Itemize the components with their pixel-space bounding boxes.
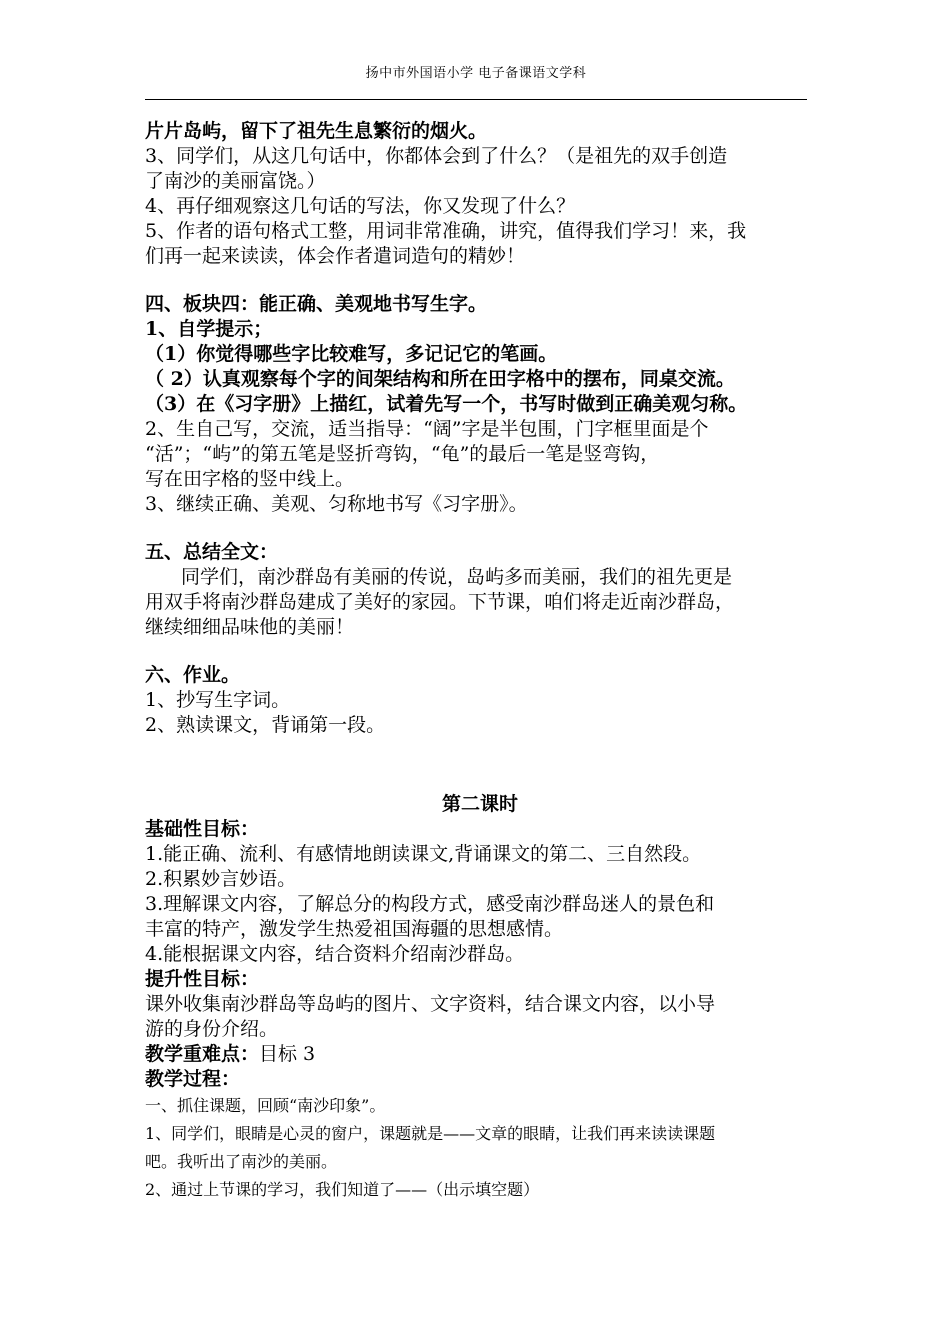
spacer: [145, 269, 815, 292]
paragraph-line: 用双手将南沙群岛建成了美好的家园。下节课，咱们将走近南沙群岛，: [145, 591, 735, 613]
paragraph-line: 2、生自己写，交流，适当指导：“阔”字是半包围，门字框里面是个: [145, 418, 709, 440]
paragraph-line: 片片岛屿，留下了祖先生息繁衍的烟火。: [145, 120, 488, 142]
paragraph-line: （3）在《习字册》上描红，试着先写一个，书写时做到正确美观匀称。: [145, 393, 748, 415]
paragraph-line: 3、同学们，从这几句话中，你都体会到了什么？（是祖先的双手创造: [145, 145, 728, 167]
paragraph-line: 继续细细品味他的美丽！: [145, 616, 355, 638]
block5-section: [145, 540, 815, 640]
paragraph-line: 丰富的特产，激发学生热爱祖国海疆的思想感情。: [145, 918, 564, 940]
paragraph-line: 吧。我听出了南沙的美丽。: [145, 1152, 338, 1171]
paragraph-line: 写在田字格的竖中线上。: [145, 468, 355, 490]
header-rule: [145, 99, 807, 100]
document-body: [145, 119, 815, 1204]
key-points-line: [145, 1042, 815, 1067]
paragraph-line: 3.理解课文内容，了解总分的构段方式，感受南沙群岛迷人的景色和: [145, 893, 715, 915]
paragraph-line: 4、再仔细观察这几句话的写法，你又发现了什么？: [145, 195, 576, 217]
key-points-value: 目标 3: [259, 1043, 316, 1065]
paragraph-line: 1、同学们，眼睛是心灵的窗户，课题就是——文章的眼睛，让我们再来读读课题: [145, 1124, 716, 1143]
paragraph-line: （1）你觉得哪些字比较难写，多记记它的笔画。: [145, 343, 558, 365]
paragraph-line: 1、自学提示；: [145, 318, 273, 340]
paragraph-line: 课外收集南沙群岛等岛屿的图片、文字资料，结合课文内容，以小导: [145, 993, 716, 1015]
paragraph-line: 2、通过上节课的学习，我们知道了——（出示填空题）: [145, 1180, 540, 1199]
spacer: [145, 738, 815, 792]
lesson2-section: [145, 792, 815, 1204]
paragraph-line: 2、熟读课文，背诵第一段。: [145, 714, 386, 736]
paragraph-line: 同学们，南沙群岛有美丽的传说，岛屿多而美丽，我们的祖先更是: [181, 566, 733, 588]
lesson-title: 第二课时: [441, 793, 518, 815]
page-header: 扬中市外国语小学 电子备课语文学科: [365, 66, 587, 81]
section-heading: 基础性目标：: [145, 818, 260, 840]
paragraph-line: 一、抓住课题，回顾“南沙印象”。: [145, 1096, 386, 1115]
paragraph-line: 们再一起来读读，体会作者遣词造句的精妙！: [145, 245, 526, 267]
section-heading: 五、总结全文：: [145, 541, 279, 563]
paragraph-line: 2.积累妙言妙语。: [145, 868, 297, 890]
paragraph-line: 1.能正确、流利、有感情地朗读课文,背诵课文的第二、三自然段。: [145, 843, 702, 865]
section-heading: 教学过程：: [145, 1068, 241, 1090]
block6-section: [145, 663, 815, 738]
paragraph-line: （ 2）认真观察每个字的间架结构和所在田字格中的摆布，同桌交流。: [145, 368, 735, 390]
paragraph-line: “活”；“屿”的第五笔是竖折弯钩，“龟”的最后一笔是竖弯钩，: [145, 443, 660, 465]
key-points-label: 教学重难点：: [145, 1043, 260, 1065]
section-heading: 六、作业。: [145, 664, 241, 686]
spacer: [145, 517, 815, 540]
paragraph-line: 3、继续正确、美观、匀称地书写《习字册》。: [145, 493, 528, 515]
paragraph-line: 了南沙的美丽富饶。）: [145, 170, 326, 192]
block4-section: [145, 292, 815, 517]
paragraph-line: 5、作者的语句格式工整，用词非常准确，讲究，值得我们学习！来，我: [145, 220, 747, 242]
block3-tail: [145, 119, 815, 269]
paragraph-line: 4.能根据课文内容，结合资料介绍南沙群岛。: [145, 943, 525, 965]
spacer: [145, 640, 815, 663]
section-heading: 提升性目标：: [145, 968, 260, 990]
paragraph-line: 1、抄写生字词。: [145, 689, 291, 711]
paragraph-line: 游的身份介绍。: [145, 1018, 279, 1040]
section-heading: 四、板块四：能正确、美观地书写生字。: [145, 293, 488, 315]
